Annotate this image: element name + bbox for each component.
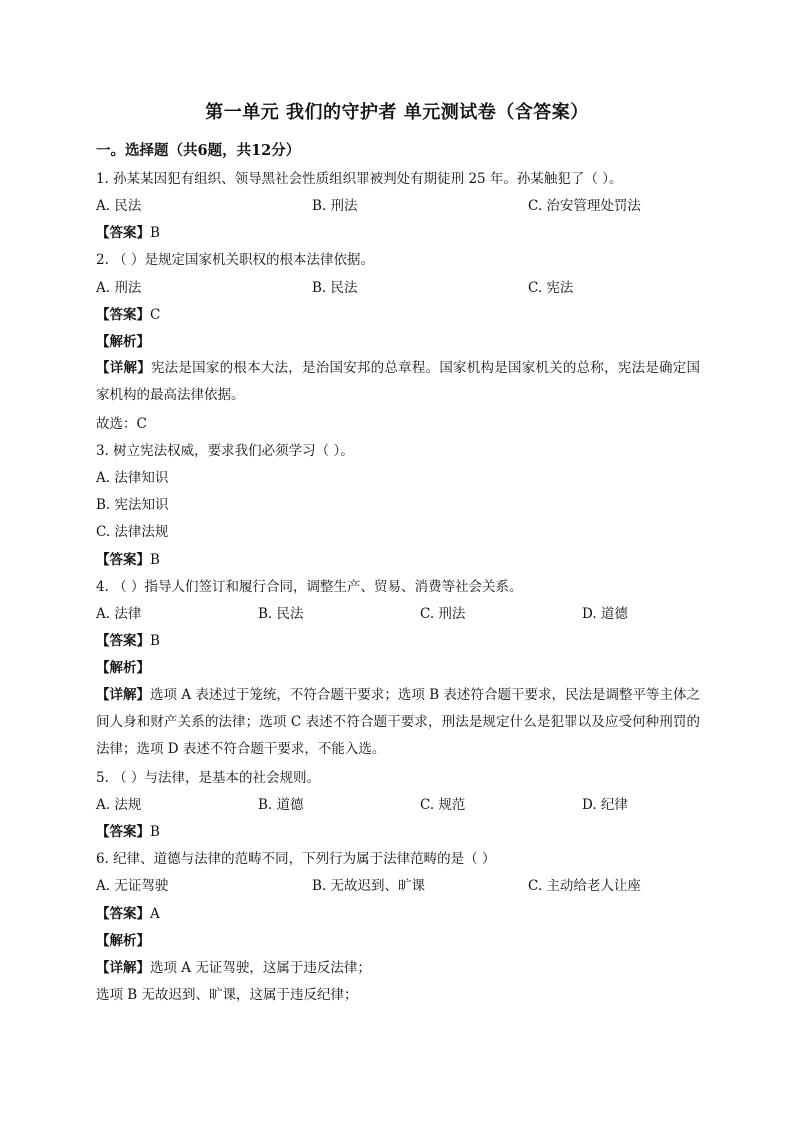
question-4-detail (96, 682, 700, 763)
detail-tag: 【详解】 (96, 360, 151, 376)
answer-value: C (150, 307, 161, 323)
analysis-tag: 【解析】 (96, 933, 150, 949)
question-2-stem: 2. （ ）是规定国家机关职权的根本法律依据。 (96, 252, 374, 268)
question-4-option-b: B. 民法 (258, 606, 304, 622)
question-5-option-c: C. 规范 (420, 797, 466, 813)
question-2-analysis-heading (96, 333, 150, 351)
question-5-stem: 5. （ ）与法律，是基本的社会规则。 (96, 770, 320, 786)
question-5-option-a: A. 法规 (96, 797, 142, 813)
answer-tag: 【答案】 (96, 906, 150, 922)
answer-value: B (150, 225, 160, 241)
question-3-stem: 3. 树立宪法权威，要求我们必须学习（ ）。 (96, 443, 354, 459)
detail-tag: 【详解】 (96, 687, 151, 703)
detail-text: 宪法是国家的根本大法，是治国安邦的总章程。国家机构是国家机关的总称，宪法是确定国家机构的最高法律依据。 (96, 360, 701, 403)
question-1-stem: 1. 孙某某因犯有组织、领导黑社会性质组织罪被判处有期徒刑 25 年。孙某触犯了（ ）。 (96, 171, 623, 187)
question-2-conclusion: 故选：C (96, 416, 147, 432)
answer-tag: 【答案】 (96, 824, 150, 840)
analysis-tag: 【解析】 (96, 660, 150, 676)
detail-text: 选项 A 无证驾驶，这属于违反法律； (150, 960, 371, 976)
question-2-option-c: C. 宪法 (528, 280, 574, 296)
question-5-option-d: D. 纪律 (582, 797, 628, 813)
question-1-option-b: B. 刑法 (312, 198, 358, 214)
answer-value: B (150, 552, 160, 568)
question-4-option-c: C. 刑法 (420, 606, 466, 622)
detail-tag: 【详解】 (96, 960, 150, 976)
question-6-stem: 6. 纪律、道德与法律的范畴不同，下列行为属于法律范畴的是（ ） (96, 851, 496, 867)
question-4-analysis-heading (96, 659, 150, 677)
question-6-analysis-heading (96, 932, 150, 950)
question-4-answer (96, 632, 160, 650)
question-2-detail (96, 355, 700, 409)
question-6-answer (96, 905, 160, 923)
answer-value: A (150, 906, 160, 922)
answer-tag: 【答案】 (96, 552, 150, 568)
question-3-option-a: A. 法律知识 (96, 470, 169, 486)
question-4-stem: 4. （ ）指导人们签订和履行合同，调整生产、贸易、消费等社会关系。 (96, 579, 523, 595)
question-5-answer (96, 823, 160, 841)
question-1-answer (96, 224, 160, 242)
question-6-detail-line-2: 选项 B 无故迟到、旷课，这属于违反纪律； (96, 987, 358, 1003)
question-2-option-a: A. 刑法 (96, 280, 142, 296)
question-4-option-a: A. 法律 (96, 606, 142, 622)
question-1-option-a: A. 民法 (96, 198, 142, 214)
question-5-option-b: B. 道德 (258, 797, 304, 813)
answer-tag: 【答案】 (96, 633, 150, 649)
question-2-answer (96, 306, 160, 324)
question-2-option-b: B. 民法 (312, 280, 358, 296)
answer-tag: 【答案】 (96, 307, 150, 323)
question-4-option-d: D. 道德 (582, 606, 628, 622)
question-3-option-b: B. 宪法知识 (96, 497, 169, 513)
analysis-tag: 【解析】 (96, 334, 150, 350)
question-6-option-b: B. 无故迟到、旷课 (312, 878, 426, 894)
detail-text: 选项 A 表述过于笼统，不符合题干要求；选项 B 表述符合题干要求，民法是调整平等主体之间人身和财产关系的法律；选项 C 表述不符合题干要求，刑法是规定什么是犯罪以及应受何种刑罚的法律；选项 D 表述不符合题干要求，不能入选。 (96, 687, 700, 757)
answer-value: B (150, 633, 160, 649)
question-6-option-c: C. 主动给老人让座 (528, 878, 641, 894)
question-3-answer (96, 551, 160, 569)
question-1-option-c: C. 治安管理处罚法 (528, 198, 641, 214)
answer-value: B (150, 824, 160, 840)
question-6-detail (96, 959, 371, 977)
question-6-option-a: A. 无证驾驶 (96, 878, 169, 894)
document-title: 第一单元 我们的守护者 单元测试卷（含答案） (205, 102, 589, 123)
section-heading: 一。选择题（共6题，共12分） (96, 142, 301, 159)
question-3-option-c: C. 法律法规 (96, 524, 169, 540)
answer-tag: 【答案】 (96, 225, 150, 241)
